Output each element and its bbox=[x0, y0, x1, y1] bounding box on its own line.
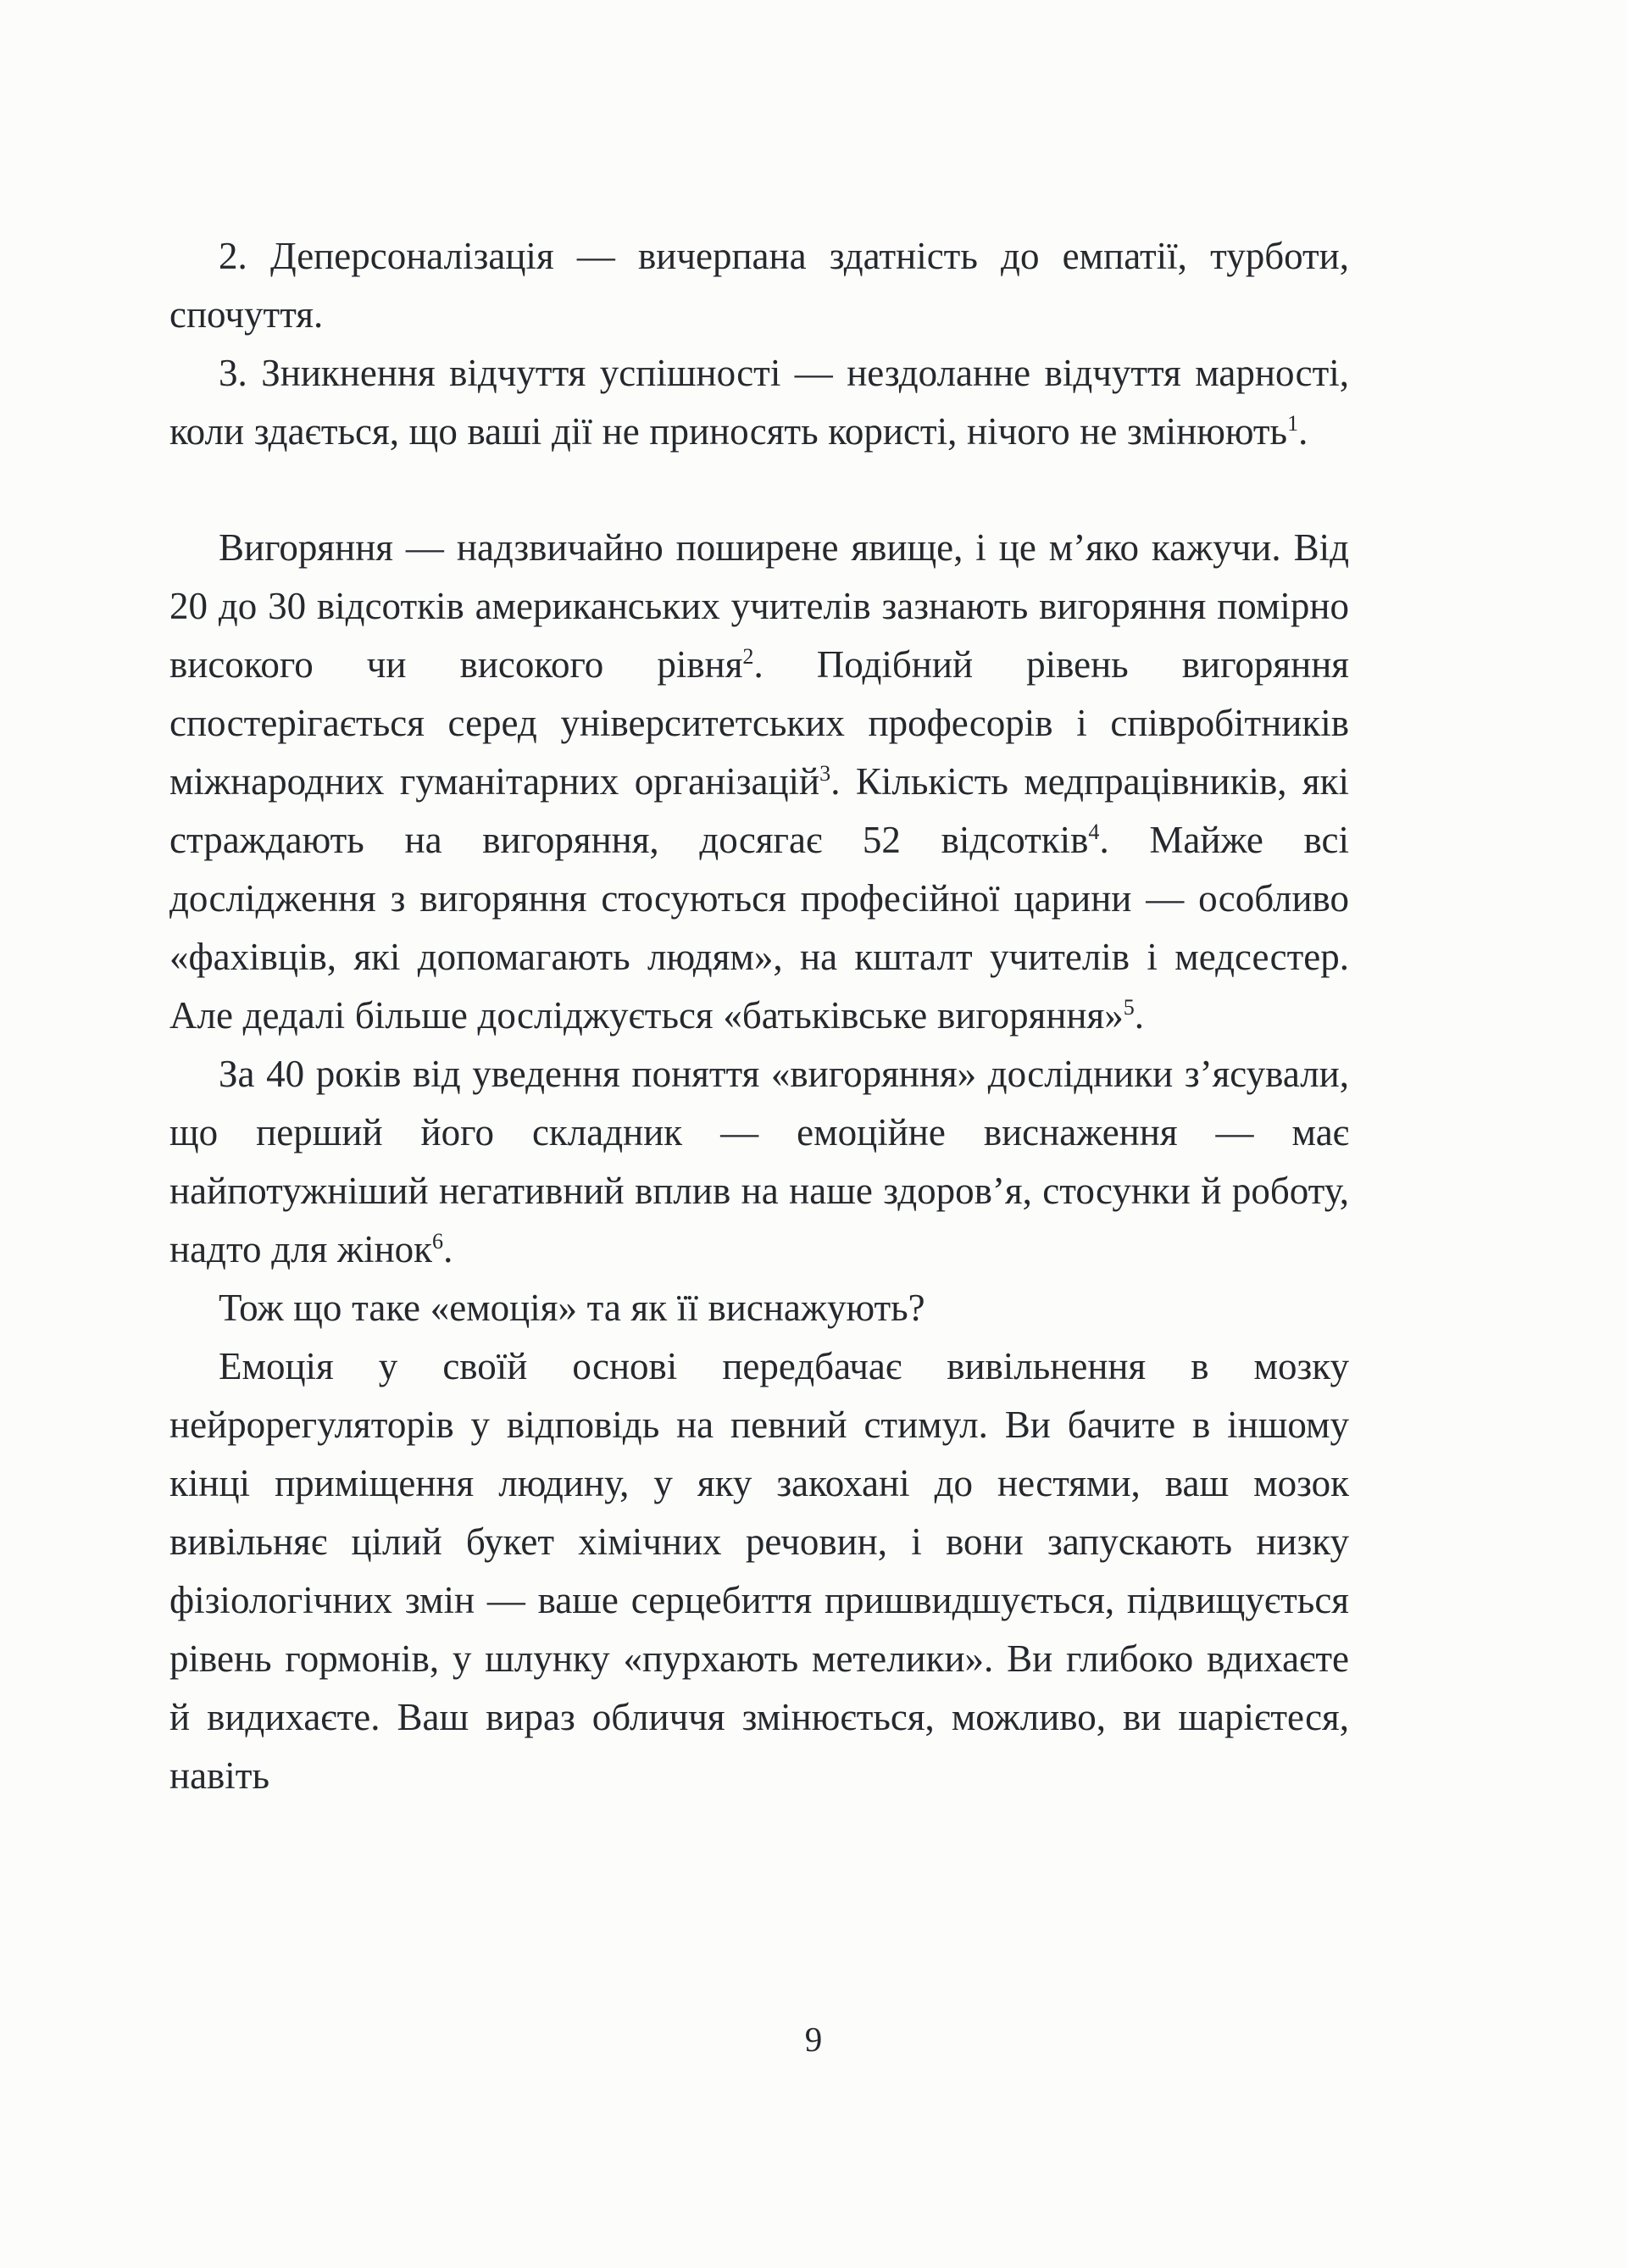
paragraph-item-2: 2. Деперсоналізація — вичерпана здатність до емпатії, турботи, спочуття. bbox=[169, 235, 1349, 336]
segment-text: . bbox=[1134, 994, 1145, 1037]
paragraph-burnout-prevalence bbox=[169, 519, 1349, 1045]
segment-text: . Кількість медпрацівників, які страждають на вигоряння, досягає 52 відсотків bbox=[169, 760, 1349, 861]
footnote-marker-4: 4 bbox=[1088, 820, 1100, 844]
segment-text: . Майже всі дослідження з вигоряння стосуються професійної царини — особливо «фахівців, які допомагають людям», на кшталт учителів і медсестер. Але дедалі більше досліджується «батьківське вигоряння» bbox=[169, 819, 1349, 1037]
paragraph-item-3-text: 3. Зникнення відчуття успішності — нездоланне відчуття марності, коли здається, що ваші дії не приносять користі, нічого не змінюють bbox=[169, 352, 1349, 453]
paragraph-item-3-tail: . bbox=[1298, 410, 1308, 453]
paragraph-spacer bbox=[169, 461, 1349, 519]
segment-text: За 40 років від уведення поняття «вигоряння» дослідники з’ясували, що перший його складник — емоційне виснаження — має найпотужніший негативний вплив на наше здоров’я, стосунки й роботу, надто для жінок bbox=[169, 1053, 1349, 1270]
footnote-marker-1: 1 bbox=[1287, 411, 1299, 436]
footnote-marker-5: 5 bbox=[1123, 995, 1135, 1020]
paragraph-item-3 bbox=[169, 344, 1349, 461]
footnote-marker-3: 3 bbox=[819, 761, 831, 786]
footnote-marker-6: 6 bbox=[432, 1229, 444, 1254]
segment-text: . bbox=[443, 1228, 453, 1270]
paragraph-emotion-definition: Емоція у своїй основі передбачає вивільнення в мозку нейрорегуляторів у відповідь на певний стимул. Ви бачите в іншому кінці приміщення людину, у яку закохані до нестями, ваш мозок вивільняє цілий букет хімічних речовин, і вони запускають низку фізіологічних змін — ваше серцебиття пришвидшується, підвищується рівень гормонів, у шлунку «пурхають метелики». Ви глибоко вдихаєте й видихаєте. Ваш вираз обличчя змінюється, можливо, ви шарієтеся, навіть bbox=[169, 1345, 1349, 1797]
footnote-marker-2: 2 bbox=[742, 644, 754, 669]
segment-text: . Подібний рівень вигоряння спостерігається серед університетських професорів і співробітників міжнародних гуманітарних організацій bbox=[169, 643, 1349, 803]
paragraph-forty-years bbox=[169, 1045, 1349, 1279]
segment-text: Вигоряння — надзвичайно поширене явище, і це м’яко кажучи. Від 20 до 30 відсотків американських учителів зазнають вигоряння помірно високого чи високого рівня bbox=[169, 526, 1349, 686]
page-number: 9 bbox=[804, 2020, 823, 2059]
paragraph-question-emotion: Тож що таке «емоція» та як її виснажують? bbox=[219, 1287, 925, 1329]
page-text-column bbox=[169, 227, 1349, 1805]
